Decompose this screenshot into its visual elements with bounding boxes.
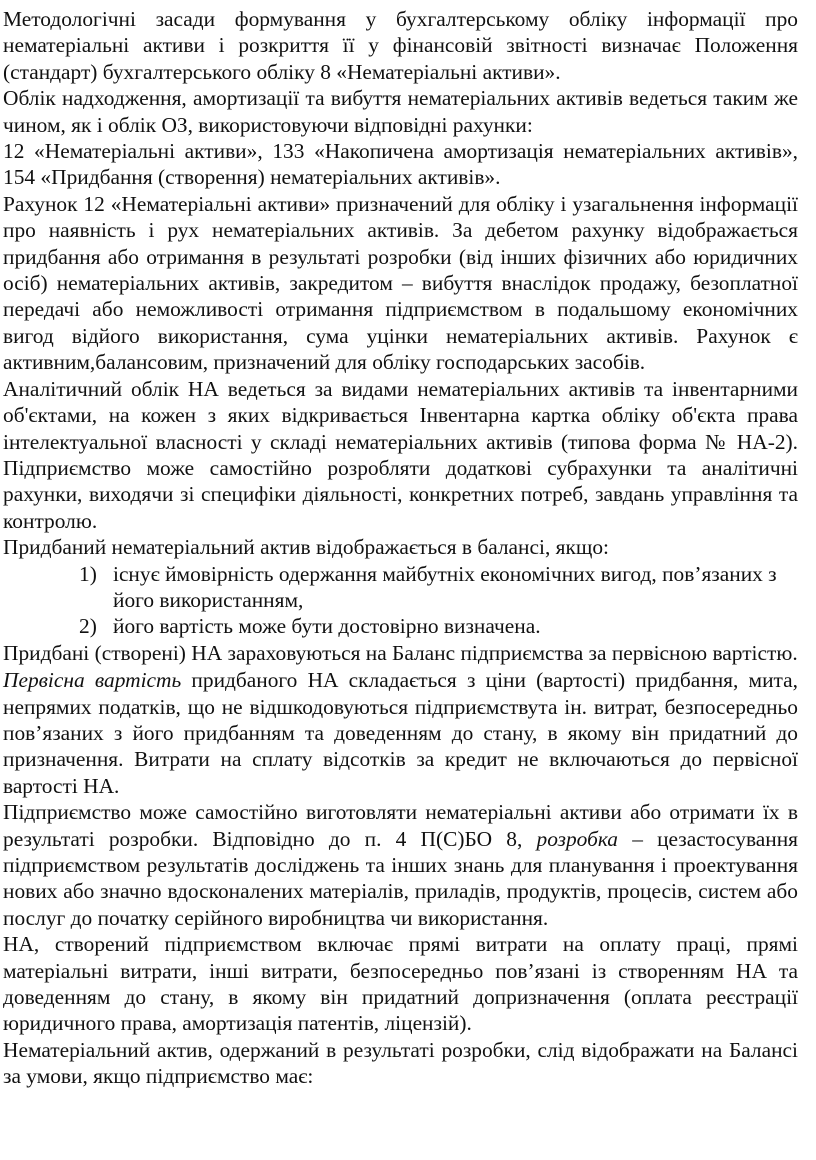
paragraph-accounting: Облік надходження, амортизації та вибуття нематеріальних активів ведеться таким же чином, як і облік ОЗ, використовуючи відповідні рахунки: xyxy=(3,86,798,137)
paragraph-analytical: Аналітичний облік НА ведеться за видами нематеріальних активів та інвентарними об'єктами, на кожен з яких відкривається Інвентарна картка обліку об'єкта права інтелектуальної власності у складі нематеріальних активів (типова форма № НА-2). Підприємство може самостійно розробляти додаткові субрахунки та аналітичні рахунки, виходячи зі специфіки діяльності, конкретних потреб, завдань управління та контролю. xyxy=(3,376,798,533)
paragraph-conditions: Придбаний нематеріальний актив відображається в балансі, якщо: xyxy=(3,535,609,560)
paragraph-created-assets: НА, створений підприємством включає прямі витрати на оплату праці, прямі матеріальні витрати, інші витрати, безпосередньо пов’язані із створенням НА та доведенням до стану, в якому він придатний допризначення (оплата реєстрації юридичного права, амортизація патентів, ліцензій). xyxy=(3,932,798,1036)
list-item-number: 1) xyxy=(79,561,97,586)
paragraph-development xyxy=(3,799,798,931)
paragraph-balance: Придбані (створені) НА зараховуються на Баланс підприємства за первісною вартістю. xyxy=(3,640,798,665)
paragraph-development-start: Підприємство може самостійно виготовляти нематеріальні активи або отримати їх в результаті розробки. Відповідно до п. 4 П(С)БО 8, xyxy=(3,800,798,851)
list-item xyxy=(3,561,798,614)
list-item-number: 2) xyxy=(79,614,97,639)
paragraph-initial-cost-text: придбаного НА складається з ціни (вартості) придбання, мита, непрямих податків, що не відшкодовуються підприємствута ін. витрат, безпосередньо пов’язаних з його придбанням та доведенням до стану, в якому він придатний до призначення. Витрати на сплату відсотків за кредит не включаються до первісної вартості НА. xyxy=(3,668,798,798)
list-item-text: його вартість може бути достовірно визначена. xyxy=(113,614,541,639)
term-development: розробка xyxy=(536,826,619,851)
paragraph-accounts: 12 «Нематеріальні активи», 133 «Накопичена амортизація нематеріальних активів», 154 «Придбання (створення) нематеріальних активів». xyxy=(3,139,798,190)
paragraph-account-12: Рахунок 12 «Нематеріальні активи» призначений для обліку і узагальнення інформації про наявність і рух нематеріальних активів. За дебетом рахунку відображається придбання або отримання в результаті розробки (від інших фізичних або юридичних осіб) нематеріальних активів, закредитом – вибуття внаслідок продажу, безоплатної передачі або неможливості отримання підприємством в подальшому економічних вигод відйого використання, сума уцінки нематеріальних активів. Рахунок є активним,балансовим, призначений для обліку господарських засобів. xyxy=(3,191,798,375)
paragraph-development-rest: – цезастосування підприємством результатів досліджень та інших знань для планування і проектування нових або значно вдосконалених матеріалів, приладів, продуктів, процесів, систем або послуг до початку серійного виробництва чи використання. xyxy=(3,826,798,930)
list-item xyxy=(3,613,798,639)
list-item-text: існує ймовірність одержання майбутніх економічних вигод, пов’язаних з його використанням, xyxy=(113,561,777,612)
paragraph-recognition: Нематеріальний актив, одержаний в результаті розробки, слід відображати на Балансі за умови, якщо підприємство має: xyxy=(3,1037,798,1089)
conditions-list xyxy=(3,561,798,640)
paragraph-intro: Методологічні засади формування у бухгалтерському обліку інформації про нематеріальні активи і розкриття її у фінансовій звітності визначає Положення (стандарт) бухгалтерського обліку 8 «Нематеріальні активи». xyxy=(3,7,798,84)
term-initial-cost: Первісна вартість xyxy=(3,668,182,693)
paragraph-initial-cost xyxy=(3,667,798,799)
